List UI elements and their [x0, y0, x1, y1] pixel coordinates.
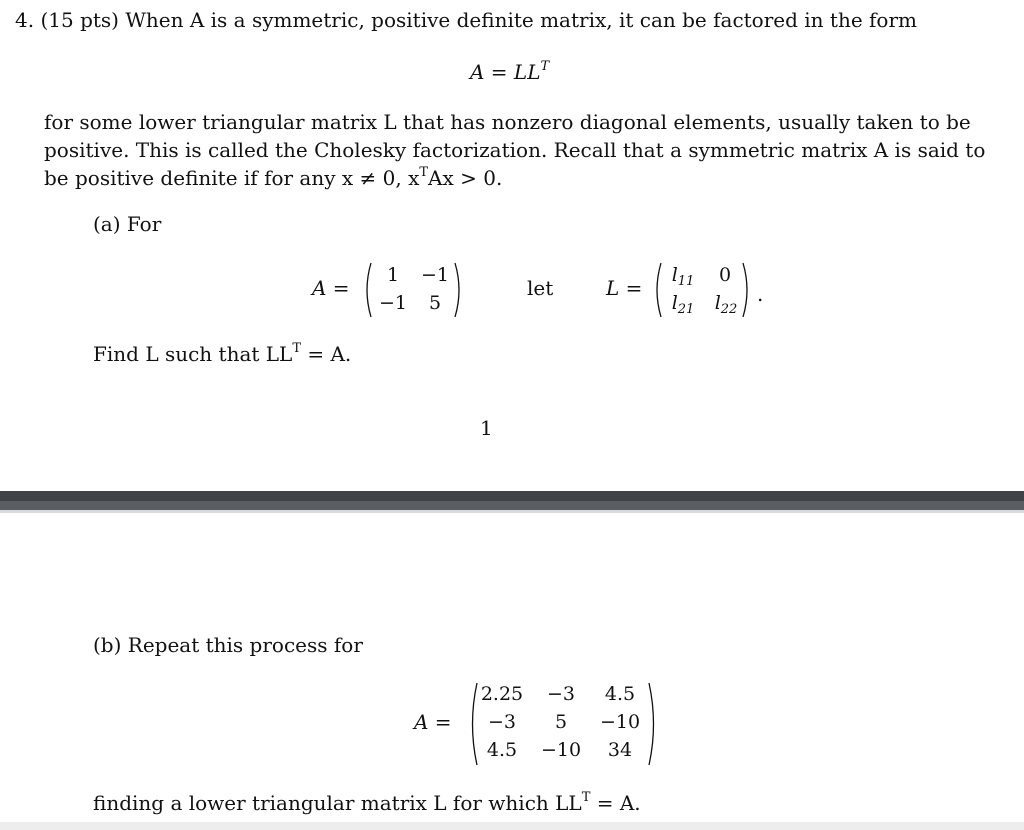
left-paren: [362, 262, 372, 318]
matrix-cell: 1: [386, 264, 400, 286]
instruction-pre: Find L such that LL: [93, 342, 293, 366]
part-a-A-matrix: [362, 262, 464, 318]
instruction-pre: finding a lower triangular matrix L for which LL: [93, 791, 582, 815]
instruction-post: = A.: [301, 342, 352, 366]
problem-statement: [15, 6, 917, 34]
body-line-3: [44, 164, 502, 192]
matrix-cell: 4.5: [486, 739, 518, 761]
matrix-cell: −10: [599, 711, 641, 733]
instruction-post: = A.: [590, 791, 641, 815]
matrix-cell: [708, 264, 742, 286]
problem-number: 4.: [15, 8, 35, 32]
right-paren: [454, 262, 464, 318]
cholesky-equation: [470, 58, 549, 86]
cell-base: l: [671, 264, 678, 286]
matrix-cell: −1: [420, 264, 449, 286]
part-a-A-label: A =: [312, 276, 350, 300]
page-number: 1: [480, 416, 493, 440]
cell-base: l: [671, 292, 678, 314]
let-label: let: [527, 276, 554, 300]
part-a-label: (a) For: [93, 212, 162, 236]
instruction-sup: T: [581, 790, 591, 805]
matrix-cell: 5: [428, 292, 442, 314]
cell-base: l: [714, 292, 721, 314]
page-bottom-edge: [0, 822, 1024, 830]
problem-intro: When A is a symmetric, positive definite matrix, it can be factored in the form: [125, 8, 917, 32]
body-line-3-sup: T: [419, 165, 429, 180]
cell-subscript: 21: [677, 302, 695, 317]
part-a-L-matrix: [652, 262, 752, 318]
part-b-A-label: A =: [414, 710, 452, 734]
matrix-cell: [662, 292, 704, 317]
page-break-band-lower: [0, 501, 1024, 510]
part-a-instruction: [93, 340, 351, 368]
body-line-1: for some lower triangular matrix L that has nonzero diagonal elements, usually taken to be: [44, 110, 971, 134]
matrix-cell: 4.5: [604, 683, 636, 705]
matrix-cell: −3: [546, 683, 575, 705]
matrix-cell: −1: [378, 292, 407, 314]
cell-subscript: 11: [677, 274, 695, 289]
problem-points: (15 pts): [40, 8, 119, 32]
part-a-L-label: L =: [606, 276, 643, 300]
matrix-cell: 2.25: [480, 683, 524, 705]
body-line-2: positive. This is called the Cholesky factorization. Recall that a symmetric matrix A is said to: [44, 138, 986, 162]
matrix-cell: [662, 264, 704, 289]
cell-subscript: 22: [720, 302, 738, 317]
page-break-band: [0, 491, 1024, 501]
part-b-instruction: [93, 789, 641, 817]
body-line-3-pre: be positive definite if for any x ≠ 0, x: [44, 166, 420, 190]
body-line-3-post: Ax > 0.: [428, 166, 503, 190]
cell-base: 0: [718, 264, 732, 286]
matrix-cell: −10: [540, 739, 582, 761]
equation-text: A = LL: [470, 60, 541, 84]
right-paren: [648, 682, 658, 766]
left-paren: [652, 262, 662, 318]
instruction-sup: T: [292, 341, 302, 356]
equation-superscript: T: [540, 59, 550, 74]
L-period: .: [757, 282, 764, 306]
matrix-cell: 34: [607, 739, 633, 761]
part-b-A-matrix: [468, 682, 658, 766]
matrix-cell: −3: [487, 711, 516, 733]
matrix-cell: [706, 292, 746, 317]
matrix-cell: 5: [554, 711, 568, 733]
page-break-shadow: [0, 510, 1024, 513]
right-paren: [742, 262, 752, 318]
part-b-label: (b) Repeat this process for: [93, 633, 363, 657]
